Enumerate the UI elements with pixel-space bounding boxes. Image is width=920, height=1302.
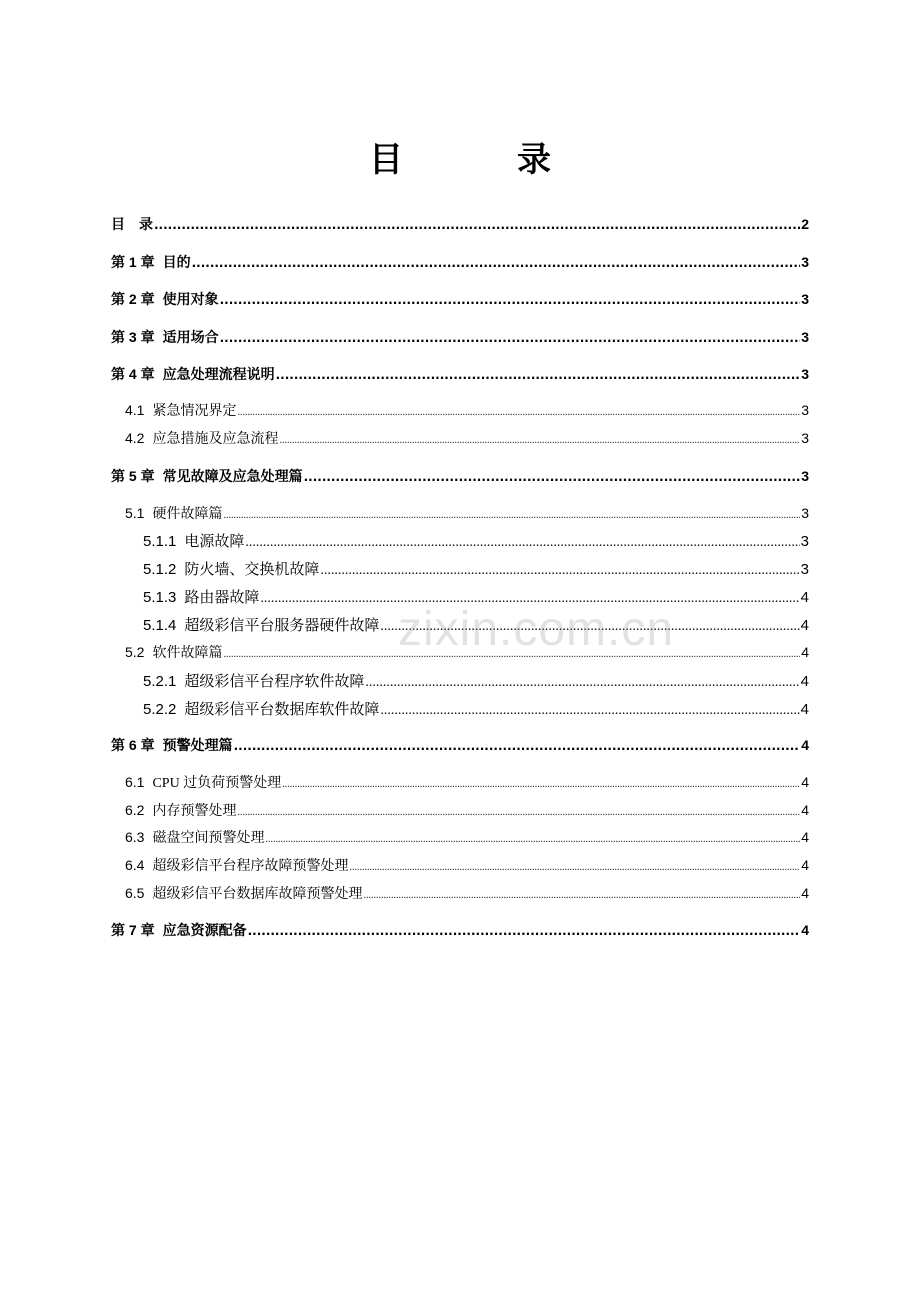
toc-leader-dots: [245, 535, 799, 551]
toc-entry-number: 目: [111, 216, 125, 232]
toc-entry-title: 防火墙、交换机故障: [184, 562, 320, 578]
toc-entry-number: 5.1: [125, 505, 145, 521]
toc-entry[interactable]: [125, 883, 809, 903]
toc-entry-number: 第 3 章: [111, 329, 155, 345]
toc-leader-dots: [237, 807, 800, 818]
toc-entry-title: 超级彩信平台程序软件故障: [184, 674, 365, 690]
toc-leader-dots: [234, 738, 801, 754]
toc-entry-page: 3: [801, 505, 809, 521]
toc-entry-title: 应急措施及应急流程: [152, 432, 279, 447]
toc-entry-title: 超级彩信平台数据库故障预警处理: [152, 887, 363, 902]
toc-entry-page: 4: [801, 802, 809, 818]
toc-entry-page: 4: [800, 617, 809, 634]
toc-entry[interactable]: [143, 670, 809, 691]
toc-leader-dots: [265, 834, 800, 845]
toc-entry-number: 5.1.4: [143, 617, 177, 634]
toc-entry-page: 3: [801, 402, 809, 418]
toc-entry[interactable]: [143, 558, 809, 579]
toc-entry-page: 4: [801, 857, 809, 873]
toc-leader-dots: [276, 367, 801, 383]
toc-entry-title: 电源故障: [184, 534, 245, 550]
toc-entry-number: 4.1: [125, 402, 145, 418]
toc-entry-title: 录: [139, 217, 153, 233]
toc-entry-page: 3: [801, 254, 809, 270]
toc-entry-number: 5.1.1: [143, 533, 177, 550]
toc-entry[interactable]: [111, 364, 809, 384]
toc-entry[interactable]: [111, 214, 809, 234]
toc-entry-page: 4: [801, 737, 809, 753]
toc-entry-title: 目的: [162, 255, 191, 271]
toc-entry-page: 3: [801, 430, 809, 446]
toc-entry-title: 应急资源配备: [162, 923, 247, 939]
toc-entry-number: 6.3: [125, 829, 145, 845]
toc-entry-number: 第 2 章: [111, 291, 155, 307]
toc-entry-title: 常见故障及应急处理篇: [162, 469, 303, 485]
toc-leader-dots: [223, 510, 800, 521]
toc-leader-dots: [282, 779, 800, 790]
toc-entry-page: 3: [801, 468, 809, 484]
toc-entry-title: 应急处理流程说明: [162, 367, 275, 383]
toc-entry-title: 硬件故障篇: [152, 507, 223, 522]
toc-entry-number: 6.5: [125, 885, 145, 901]
toc-entry-title: 适用场合: [162, 330, 219, 346]
toc-entry[interactable]: [143, 530, 809, 551]
watermark: zixin.com.cn: [398, 603, 675, 656]
toc-entry[interactable]: [125, 855, 809, 875]
toc-entry-number: 4.2: [125, 430, 145, 446]
toc-entry-number: 第 6 章: [111, 737, 155, 753]
toc-entry-number: 5.2: [125, 644, 145, 660]
toc-entry-page: 3: [800, 561, 809, 578]
toc-entry-title: 预警处理篇: [162, 738, 233, 754]
toc-entry-page: 4: [801, 774, 809, 790]
toc-entry-number: 5.2.2: [143, 701, 177, 718]
toc-entry-title: 超级彩信平台服务器硬件故障: [184, 618, 380, 634]
toc-entry[interactable]: [125, 503, 809, 523]
toc-entry-page: 4: [801, 644, 809, 660]
toc-entry-title: CPU 过负荷预警处理: [152, 776, 282, 791]
toc-entry-number: 6.1: [125, 774, 145, 790]
toc-leader-dots: [237, 407, 800, 418]
toc-entry[interactable]: [111, 920, 809, 940]
toc-entry[interactable]: [125, 827, 809, 847]
toc-entry-title: 超级彩信平台数据库软件故障: [184, 702, 380, 718]
toc-entry[interactable]: [125, 428, 809, 448]
toc-leader-dots: [320, 563, 799, 579]
toc-entry-page: 3: [800, 533, 809, 550]
toc-leader-dots: [220, 330, 801, 346]
toc-entry[interactable]: [143, 698, 809, 719]
toc-entry-title: 软件故障篇: [152, 646, 223, 661]
toc-entry[interactable]: [111, 289, 809, 309]
toc-entry-number: 第 1 章: [111, 254, 155, 270]
toc-entry-page: 2: [801, 216, 809, 232]
toc-entry-title: 路由器故障: [184, 590, 260, 606]
toc-entry-page: 4: [800, 673, 809, 690]
toc-leader-dots: [154, 217, 800, 233]
toc-leader-dots: [365, 675, 799, 691]
toc-entry-page: 4: [801, 885, 809, 901]
toc-leader-dots: [349, 862, 800, 873]
toc-entry[interactable]: [111, 327, 809, 347]
page-title: 目 录: [369, 140, 591, 180]
toc-leader-dots: [192, 255, 801, 271]
toc-entry-title: 紧急情况界定: [152, 404, 237, 419]
toc-entry[interactable]: [125, 400, 809, 420]
toc-entry-page: 4: [801, 922, 809, 938]
toc-entry[interactable]: [111, 252, 809, 272]
toc-entry[interactable]: [111, 466, 809, 486]
toc-entry-page: 4: [800, 589, 809, 606]
toc-entry[interactable]: [125, 772, 809, 792]
toc-entry-title: 内存预警处理: [152, 804, 237, 819]
toc-entry-page: 3: [801, 291, 809, 307]
toc-entry-number: 5.2.1: [143, 673, 177, 690]
toc-entry-number: 5.1.3: [143, 589, 177, 606]
toc-leader-dots: [248, 923, 801, 939]
toc-entry-page: 3: [801, 329, 809, 345]
toc-leader-dots: [279, 435, 800, 446]
toc-entry-title: 磁盘空间预警处理: [152, 831, 265, 846]
toc-entry-page: 4: [801, 829, 809, 845]
toc-entry[interactable]: [125, 800, 809, 820]
toc-leader-dots: [220, 292, 801, 308]
toc-leader-dots: [304, 469, 801, 485]
toc-entry-number: 6.2: [125, 802, 145, 818]
toc-entry-title: 超级彩信平台程序故障预警处理: [152, 859, 349, 874]
toc-entry-page: 3: [801, 366, 809, 382]
toc-entry-number: 第 5 章: [111, 468, 155, 484]
toc-entry[interactable]: [111, 735, 809, 755]
toc-leader-dots: [363, 890, 800, 901]
toc-entry-number: 5.1.2: [143, 561, 177, 578]
toc-entry-number: 6.4: [125, 857, 145, 873]
toc-leader-dots: [380, 703, 799, 719]
toc-entry-number: 第 7 章: [111, 922, 155, 938]
toc-entry-page: 4: [800, 701, 809, 718]
toc-entry-title: 使用对象: [162, 292, 219, 308]
toc-entry-number: 第 4 章: [111, 366, 155, 382]
